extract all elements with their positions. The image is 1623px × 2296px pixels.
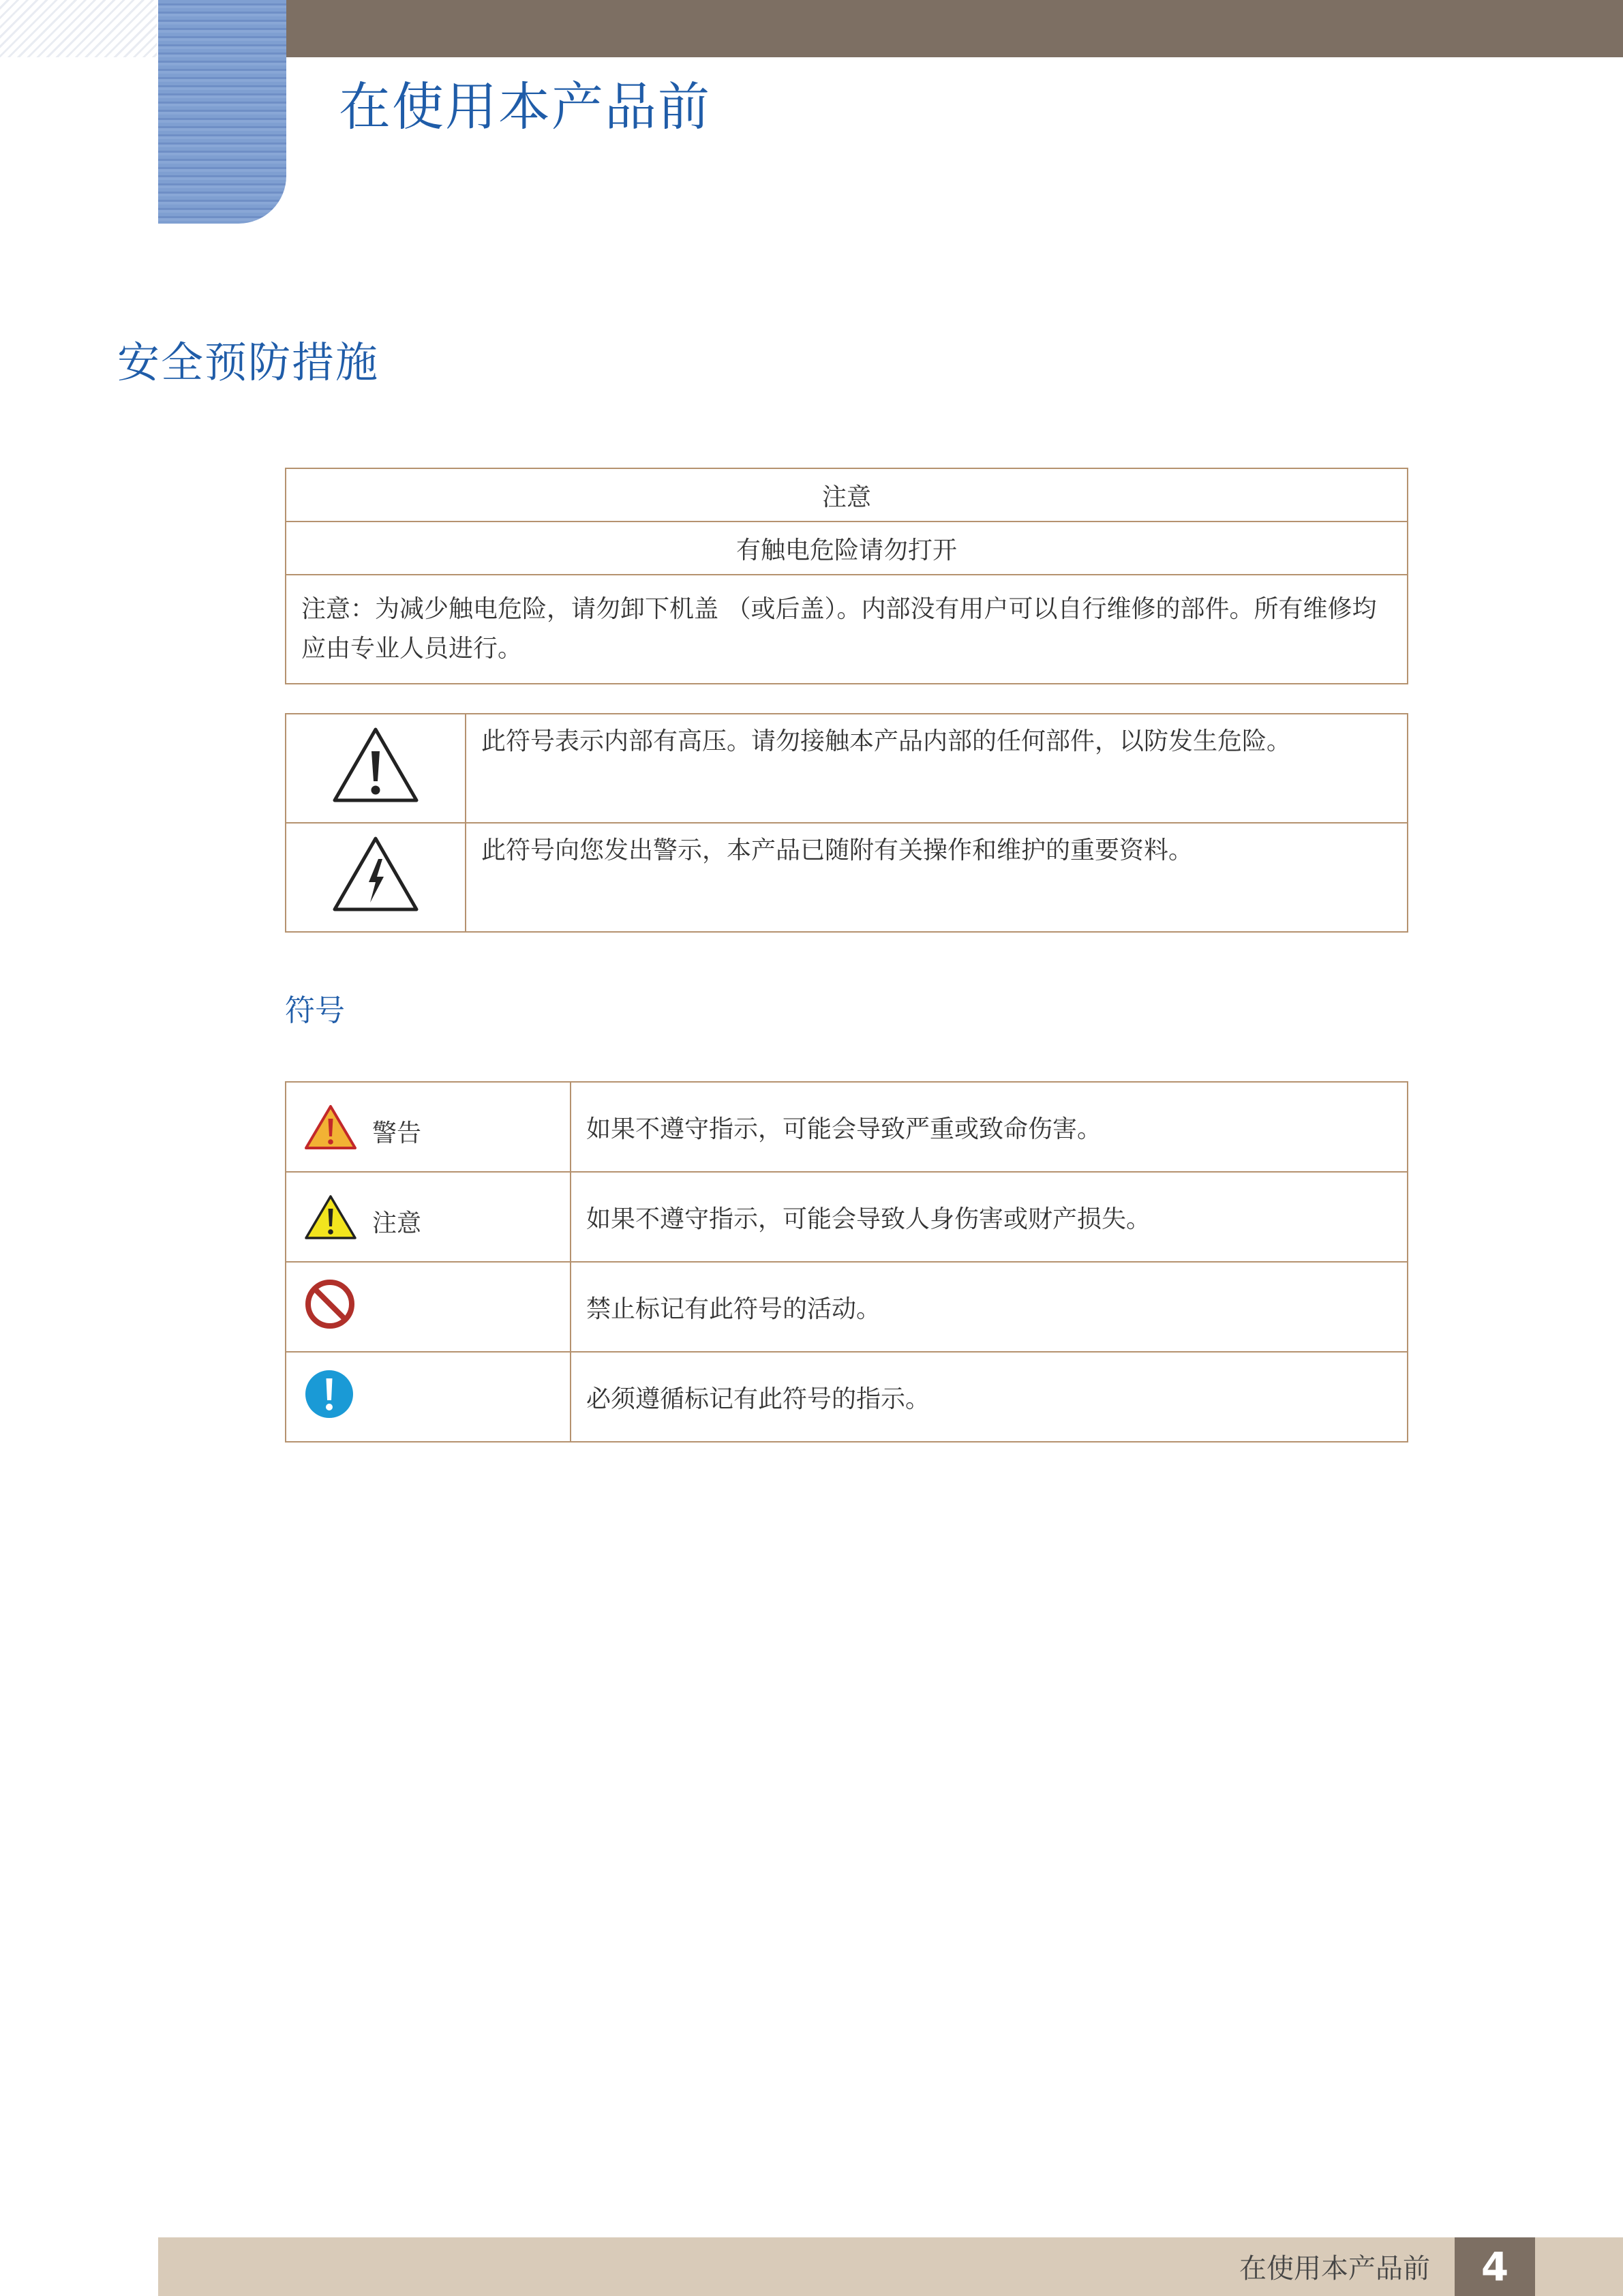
symbol-description: 此符号表示内部有高压。请勿接触本产品内部的任何部件，以防发生危险。 [466, 714, 1408, 823]
symbol-explanation-table [285, 713, 1408, 933]
symbol-cell [286, 1172, 571, 1262]
mandatory-info-icon [304, 1369, 354, 1419]
chapter-tab-decoration [158, 0, 286, 224]
symbol-cell [286, 1262, 571, 1352]
symbol-description: 如果不遵守指示，可能会导致人身伤害或财产损失。 [571, 1172, 1408, 1262]
table-row [286, 1262, 1408, 1352]
warning-label: 警告 [372, 1119, 422, 1147]
page-number: 4 [1455, 2237, 1535, 2296]
symbol-cell [286, 1082, 571, 1172]
table-row [286, 1082, 1408, 1172]
symbols-subtitle: 符号 [285, 993, 345, 1028]
symbol-description: 禁止标记有此符号的活动。 [571, 1262, 1408, 1352]
table-row [286, 714, 1408, 823]
section-title: 安全预防措施 [117, 337, 380, 387]
caution-table-title: 注意 [286, 468, 1408, 522]
caution-table-body: 注意：为减少触电危险，请勿卸下机盖 （或后盖）。内部没有用户可以自行维修的部件。所有维修均应由专业人员进行。 [286, 575, 1408, 684]
chapter-title: 在使用本产品前 [339, 76, 711, 137]
caution-triangle-icon [304, 1194, 357, 1240]
footer-chapter-text: 在使用本产品前 [1239, 2253, 1430, 2284]
table-row [286, 823, 1408, 932]
symbol-description: 此符号向您发出警示，本产品已随附有关操作和维护的重要资料。 [466, 823, 1408, 932]
lightning-triangle-icon [331, 834, 421, 915]
warning-triangle-icon [304, 1104, 357, 1150]
exclamation-triangle-icon [331, 725, 421, 806]
symbols-table [285, 1081, 1408, 1442]
prohibited-icon [304, 1278, 356, 1330]
caution-table-subtitle: 有触电危险请勿打开 [286, 522, 1408, 575]
header-bar [284, 0, 1623, 57]
symbol-cell [286, 823, 466, 932]
symbol-cell [286, 714, 466, 823]
table-row [286, 1352, 1408, 1442]
symbol-description: 如果不遵守指示，可能会导致严重或致命伤害。 [571, 1082, 1408, 1172]
caution-table [285, 468, 1408, 684]
caution-label: 注意 [372, 1209, 422, 1237]
header-hatch-decoration [0, 0, 157, 57]
table-row [286, 1172, 1408, 1262]
symbol-cell [286, 1352, 571, 1442]
symbol-description: 必须遵循标记有此符号的指示。 [571, 1352, 1408, 1442]
